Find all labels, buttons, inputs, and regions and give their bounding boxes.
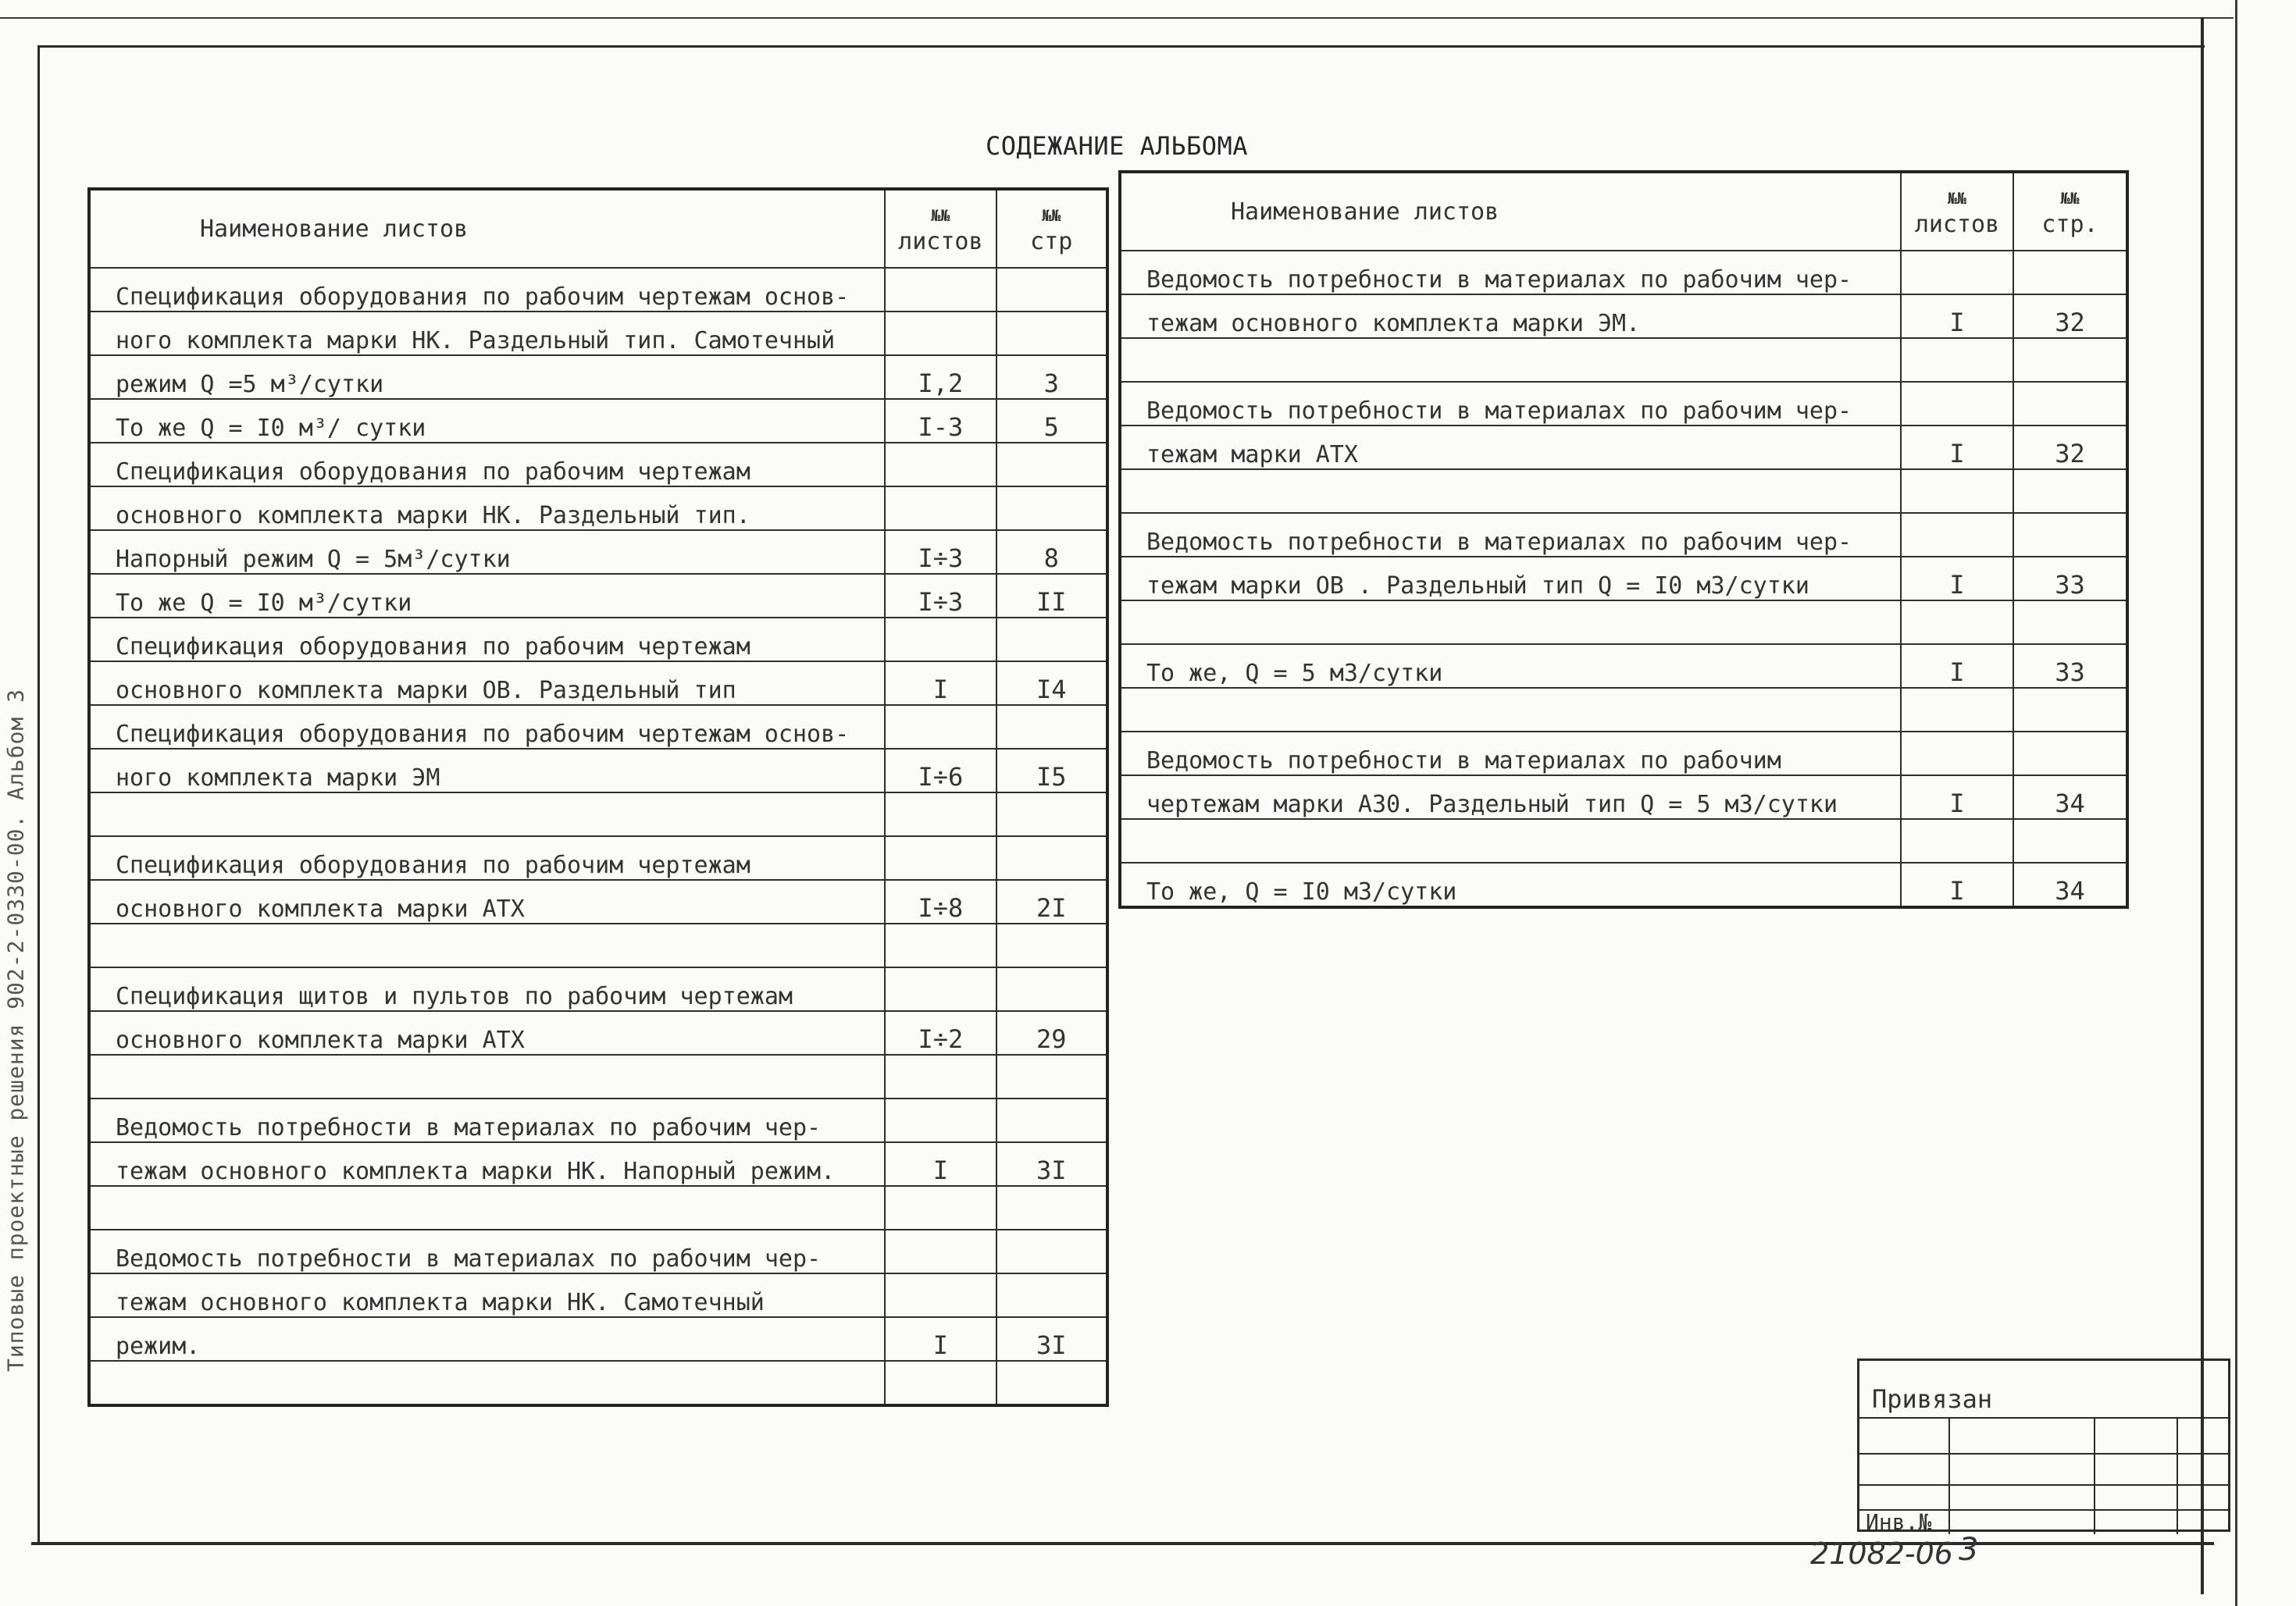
- table-row: [89, 967, 1107, 1011]
- sheets-cell: [885, 1055, 996, 1099]
- page-cell: [2013, 251, 2127, 294]
- sheet-name-cell: основного комплекта марки АТХ: [89, 880, 885, 924]
- page-cell: [996, 1055, 1107, 1099]
- sheet-name-cell: [89, 1055, 885, 1099]
- table-row: [1120, 251, 2127, 294]
- sheets-cell: [885, 618, 996, 661]
- page-cell: 2I: [996, 880, 1107, 924]
- page-cell: 33: [2013, 557, 2127, 600]
- sheets-cell: [1901, 688, 2013, 732]
- column-header-page: [996, 189, 1107, 268]
- page-cell: [996, 1099, 1107, 1142]
- page-cell: [996, 312, 1107, 355]
- sheet-name-cell: [1120, 688, 1901, 732]
- sheet-name-cell: Ведомость потребности в материалах по рабочим чер-: [89, 1230, 885, 1273]
- table-row: [1120, 732, 2127, 775]
- page-cell: [996, 967, 1107, 1011]
- table-row: [89, 618, 1107, 661]
- page-label: стр.: [2041, 211, 2098, 238]
- table-row: [89, 312, 1107, 355]
- table-row: [1120, 557, 2127, 600]
- table-row: [1120, 513, 2127, 557]
- table-row: [89, 1361, 1107, 1405]
- right-contents-table: [1118, 170, 2129, 909]
- stamp-rule: [1859, 1453, 2228, 1455]
- column-header-sheets: [1901, 172, 2013, 251]
- stamp-divider: [1948, 1417, 1950, 1534]
- sheets-cell: [1901, 382, 2013, 426]
- table-row: [1120, 426, 2127, 469]
- table-row: [89, 749, 1107, 792]
- sheet-name-cell: ного комплекта марки ЭМ: [89, 749, 885, 792]
- page-cell: 3I: [996, 1142, 1107, 1186]
- document-number: 21082-06: [1810, 1537, 1953, 1571]
- sheets-cell: [885, 792, 996, 836]
- page-no-sign: №№: [2060, 189, 2080, 208]
- page-title: СОДЕЖАНИЕ АЛЬБОМА: [986, 131, 1249, 161]
- sheets-cell: [1901, 600, 2013, 644]
- page-cell: [996, 486, 1107, 530]
- page-cell: I5: [996, 749, 1107, 792]
- sheets-cell: [885, 443, 996, 486]
- table-row: [1120, 775, 2127, 819]
- page-number: 3: [1959, 1532, 1979, 1568]
- sheets-cell: [885, 1099, 996, 1142]
- sheet-name-cell: [89, 924, 885, 967]
- page-cell: [996, 705, 1107, 749]
- page-cell: [996, 1273, 1107, 1317]
- sheet-name-cell: Ведомость потребности в материалах по рабочим чер-: [89, 1099, 885, 1142]
- table-row: [89, 836, 1107, 880]
- table-row: [1120, 644, 2127, 688]
- sheets-cell: [885, 486, 996, 530]
- table-row: [89, 1099, 1107, 1142]
- stamp-label: Привязан: [1872, 1384, 1993, 1414]
- sheet-name-cell: [1120, 600, 1901, 644]
- sheet-name-cell: Ведомость потребности в материалах по рабочим чер-: [1120, 382, 1901, 426]
- table-row: [89, 399, 1107, 443]
- sheets-cell: [1901, 513, 2013, 557]
- sheets-cell: [885, 705, 996, 749]
- sheets-cell: [1901, 469, 2013, 513]
- column-header-name: Наименование листов: [1120, 172, 1901, 251]
- sheets-label: листов: [1914, 211, 2000, 238]
- sheets-cell: I÷2: [885, 1011, 996, 1055]
- table-row: [89, 443, 1107, 486]
- frame-top: [37, 45, 2205, 48]
- page-cell: [996, 1186, 1107, 1230]
- page-cell: 29: [996, 1011, 1107, 1055]
- sheet-name-cell: То же, Q = 5 м3/сутки: [1120, 644, 1901, 688]
- sheets-cell: I: [885, 1317, 996, 1361]
- table-row: [1120, 863, 2127, 907]
- page-cell: 8: [996, 530, 1107, 574]
- sheet-name-cell: Ведомость потребности в материалах по рабочим: [1120, 732, 1901, 775]
- page-cell: [996, 1230, 1107, 1273]
- sheets-cell: [885, 1230, 996, 1273]
- table-row: [89, 1055, 1107, 1099]
- page-cell: [2013, 732, 2127, 775]
- sheet-name-cell: [89, 792, 885, 836]
- sheet-name-cell: Ведомость потребности в материалах по рабочим чер-: [1120, 513, 1901, 557]
- page-cell: II: [996, 574, 1107, 618]
- sheet-name-cell: основного комплекта марки АТХ: [89, 1011, 885, 1055]
- sheet-name-cell: ного комплекта марки НК. Раздельный тип. Самотечный: [89, 312, 885, 355]
- sheets-cell: [1901, 251, 2013, 294]
- page-label: стр: [1030, 228, 1073, 255]
- stamp-rule: [1859, 1484, 2228, 1486]
- page-cell: [996, 1361, 1107, 1405]
- table-row: [89, 1011, 1107, 1055]
- sheets-cell: [885, 1186, 996, 1230]
- stamp-divider: [2177, 1417, 2178, 1534]
- page-cell: [2013, 688, 2127, 732]
- sheet-name-cell: тежам марки АТХ: [1120, 426, 1901, 469]
- inventory-label: Инв.№: [1866, 1509, 1932, 1535]
- sheets-cell: [885, 924, 996, 967]
- page-cell: [2013, 819, 2127, 863]
- sheet-name-cell: [89, 1361, 885, 1405]
- table-row: [89, 574, 1107, 618]
- table-row: [89, 705, 1107, 749]
- stamp-rule: [1859, 1417, 2228, 1419]
- page-cell: 32: [2013, 294, 2127, 338]
- table-row: [89, 1230, 1107, 1273]
- sheet-name-cell: режим.: [89, 1317, 885, 1361]
- column-header-page: [2013, 172, 2127, 251]
- sheets-cell: [885, 1273, 996, 1317]
- sheet-name-cell: Ведомость потребности в материалах по рабочим чер-: [1120, 251, 1901, 294]
- table-row: [89, 1186, 1107, 1230]
- table-row: [89, 880, 1107, 924]
- page-cell: [2013, 513, 2127, 557]
- sheet-name-cell: То же, Q = I0 м3/сутки: [1120, 863, 1901, 907]
- sheets-cell: I: [1901, 644, 2013, 688]
- sheet-name-cell: Спецификация щитов и пультов по рабочим чертежам: [89, 967, 885, 1011]
- sheets-cell: I: [1901, 426, 2013, 469]
- table-row: [1120, 819, 2127, 863]
- table-row: [1120, 688, 2127, 732]
- table-row: [89, 661, 1107, 705]
- sheets-cell: I÷8: [885, 880, 996, 924]
- page-cell: [996, 618, 1107, 661]
- table-row: [1120, 294, 2127, 338]
- left-contents-table: [87, 187, 1109, 1407]
- outer-right-line: [2235, 0, 2237, 1606]
- sheets-cell: [885, 967, 996, 1011]
- sheets-cell: I: [1901, 775, 2013, 819]
- table-row: [89, 355, 1107, 399]
- page-cell: [2013, 382, 2127, 426]
- sheets-cell: I: [1901, 557, 2013, 600]
- table-row: [89, 486, 1107, 530]
- sheets-cell: I÷3: [885, 530, 996, 574]
- sheets-cell: [885, 312, 996, 355]
- table-row: [1120, 382, 2127, 426]
- sheet-name-cell: [89, 1186, 885, 1230]
- sheet-name-cell: чертежам марки А30. Раздельный тип Q = 5 м3/сутки: [1120, 775, 1901, 819]
- page-cell: 3: [996, 355, 1107, 399]
- sheet-name-cell: [1120, 338, 1901, 382]
- sheet-name-cell: основного комплекта марки НК. Раздельный тип.: [89, 486, 885, 530]
- sheets-cell: [885, 1361, 996, 1405]
- page-cell: 33: [2013, 644, 2127, 688]
- sheet-name-cell: режим Q =5 м³/сутки: [89, 355, 885, 399]
- top-trim-line: [0, 17, 2234, 19]
- sheets-cell: I: [885, 1142, 996, 1186]
- sheets-cell: [885, 836, 996, 880]
- sheet-name-cell: Спецификация оборудования по рабочим чертежам основ-: [89, 705, 885, 749]
- sheets-cell: I: [885, 661, 996, 705]
- table-row: [89, 1317, 1107, 1361]
- sheets-no-sign: №№: [1947, 189, 1967, 208]
- column-header-name: Наименование листов: [89, 189, 885, 268]
- page-cell: [996, 836, 1107, 880]
- sheets-cell: I÷3: [885, 574, 996, 618]
- sheet-name-cell: тежам основного комплекта марки ЭМ.: [1120, 294, 1901, 338]
- table-row: [1120, 469, 2127, 513]
- page-cell: [996, 443, 1107, 486]
- binding-stamp: [1857, 1359, 2230, 1535]
- sheet-name-cell: [1120, 469, 1901, 513]
- sheets-cell: I: [1901, 863, 2013, 907]
- page-cell: 5: [996, 399, 1107, 443]
- frame-right: [2201, 17, 2204, 1594]
- sheets-no-sign: №№: [931, 206, 950, 225]
- sheet-name-cell: Спецификация оборудования по рабочим чертежам: [89, 618, 885, 661]
- sheets-cell: I-3: [885, 399, 996, 443]
- page-cell: 34: [2013, 775, 2127, 819]
- page-cell: [996, 924, 1107, 967]
- table-row: [89, 1273, 1107, 1317]
- sheet-name-cell: То же Q = I0 м³/сутки: [89, 574, 885, 618]
- stamp-divider: [2094, 1417, 2095, 1534]
- table-row: [1120, 600, 2127, 644]
- sheet-name-cell: тежам основного комплекта марки НК. Напорный режим.: [89, 1142, 885, 1186]
- page-no-sign: №№: [1042, 206, 1061, 225]
- sheet-name-cell: тежам марки ОВ . Раздельный тип Q = I0 м3/сутки: [1120, 557, 1901, 600]
- page-cell: [2013, 469, 2127, 513]
- sheets-cell: [1901, 732, 2013, 775]
- sheet-name-cell: То же Q = I0 м³/ сутки: [89, 399, 885, 443]
- frame-left: [37, 45, 40, 1544]
- sheet-name-cell: Спецификация оборудования по рабочим чертежам: [89, 443, 885, 486]
- page-cell: 3I: [996, 1317, 1107, 1361]
- table-row: [89, 530, 1107, 574]
- page-cell: [996, 792, 1107, 836]
- table-row: [89, 924, 1107, 967]
- page-cell: I4: [996, 661, 1107, 705]
- table-row: [1120, 338, 2127, 382]
- sheet-name-cell: основного комплекта марки ОВ. Раздельный тип: [89, 661, 885, 705]
- sheet-name-cell: Спецификация оборудования по рабочим чертежам основ-: [89, 268, 885, 312]
- sheets-cell: I,2: [885, 355, 996, 399]
- sheets-cell: I: [1901, 294, 2013, 338]
- page-cell: 34: [2013, 863, 2127, 907]
- page-cell: [996, 268, 1107, 312]
- sheet-name-cell: Напорный режим Q = 5м³/сутки: [89, 530, 885, 574]
- column-header-sheets: [885, 189, 996, 268]
- sheet-name-cell: тежам основного комплекта марки НК. Самотечный: [89, 1273, 885, 1317]
- page-cell: [2013, 600, 2127, 644]
- sheets-cell: [1901, 338, 2013, 382]
- page-cell: 32: [2013, 426, 2127, 469]
- sheets-cell: [1901, 819, 2013, 863]
- page-cell: [2013, 338, 2127, 382]
- table-row: [89, 268, 1107, 312]
- table-row: [89, 1142, 1107, 1186]
- sheets-cell: I÷6: [885, 749, 996, 792]
- table-row: [89, 792, 1107, 836]
- sheet-name-cell: Спецификация оборудования по рабочим чертежам: [89, 836, 885, 880]
- sheets-cell: [885, 268, 996, 312]
- sheet-name-cell: [1120, 819, 1901, 863]
- sheets-label: листов: [898, 228, 983, 255]
- side-code: Типовые проектные решения 902-2-0330-00. Альбом 3: [2, 689, 29, 1373]
